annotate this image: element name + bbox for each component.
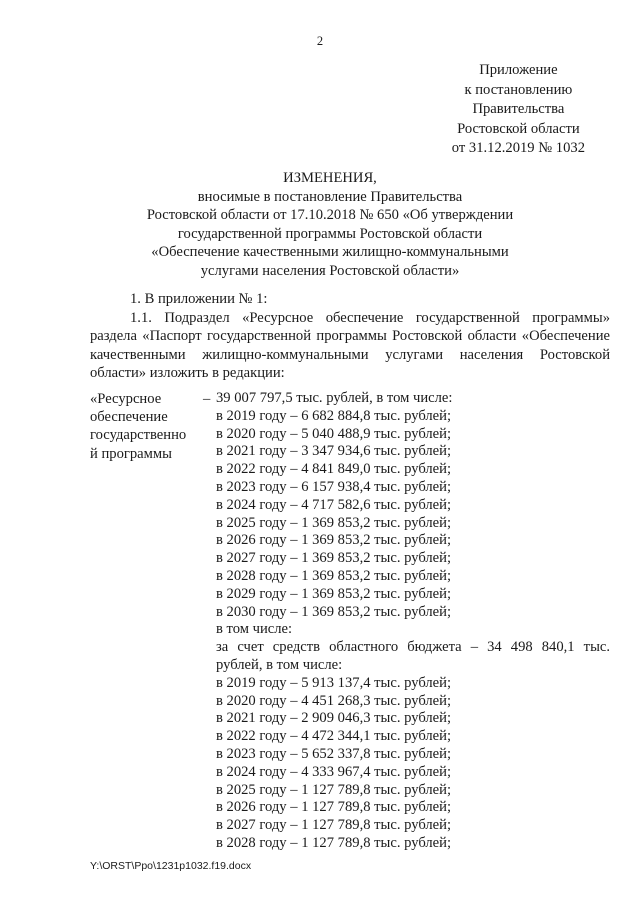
year-amount: в 2027 году – 1 369 853,2 тыс. рублей; [216,550,452,567]
year-amount: в 2023 году – 6 157 938,4 тыс. рублей; [216,478,452,495]
regional-budget-total: за счет средств областного бюджета – 34 498 840,1 тыс. [216,639,610,656]
appendix-line: Правительства [472,101,565,117]
regional-year-amount: в 2021 году – 2 909 046,3 тыс. рублей; [216,710,452,727]
title-line: вносимые в постановление Правительства [197,188,463,205]
resources-label-line: обеспечение [90,409,168,426]
year-amount: в 2026 году – 1 369 853,2 тыс. рублей; [216,532,452,549]
page-number: 2 [316,34,324,48]
resources-label-line: «Ресурсное [90,391,162,407]
appendix-header [452,61,585,159]
title-line: услугами населения Ростовской области» [200,262,460,279]
resources-label-line: й программы [90,445,172,462]
resources-dash: – [203,391,211,407]
year-amount: в 2029 году – 1 369 853,2 тыс. рублей; [216,585,452,602]
regional-year-amount: в 2027 году – 1 127 789,8 тыс. рублей; [216,817,452,834]
year-amount: в 2024 году – 4 717 582,6 тыс. рублей; [216,496,452,513]
resources-total: 39 007 797,5 тыс. рублей, в том числе: [216,390,453,406]
resources-label-line: государственно [90,427,187,444]
title-line: Ростовской области от 17.10.2018 № 650 «Об утверждении [146,207,514,224]
year-amount: в 2025 году – 1 369 853,2 тыс. рублей; [216,514,452,531]
resources-label [90,390,202,463]
title-line: государственной программы Ростовской области [177,225,483,242]
point-1: 1. В приложении № 1: [130,291,268,307]
appendix-line: Приложение [479,62,558,78]
subpoint-1-1: 1.1. Подраздел «Ресурсное обеспечение государственной программы» раздела «Паспорт государственной программы Ростовской области «Обеспечение качественными жилищно-коммунальными услугами населения Ростовской области» изложить в редакции: [90,310,610,381]
footer-file-path: Y:\ORST\Ppo\1231p1032.f19.docx [90,860,252,872]
year-amount: в 2030 году – 1 369 853,2 тыс. рублей; [216,603,452,620]
regional-year-amount: в 2019 году – 5 913 137,4 тыс. рублей; [216,674,452,691]
resources-values [216,390,610,853]
intro-section [90,290,610,382]
regional-year-amount: в 2022 году – 4 472 344,1 тыс. рублей; [216,728,452,745]
regional-year-amount: в 2025 году – 1 127 789,8 тыс. рублей; [216,781,452,798]
title-line: «Обеспечение качественными жилищно-коммунальными [151,244,509,261]
year-amount: в 2028 году – 1 369 853,2 тыс. рублей; [216,567,452,584]
regional-year-amount: в 2024 году – 4 333 967,4 тыс. рублей; [216,763,452,780]
year-amount: в 2022 году – 4 841 849,0 тыс. рублей; [216,461,452,478]
regional-year-amount: в 2020 году – 4 451 268,3 тыс. рублей; [216,692,452,709]
year-amount: в 2021 году – 3 347 934,6 тыс. рублей; [216,443,452,460]
year-amount: в 2020 году – 5 040 488,9 тыс. рублей; [216,425,452,442]
regional-year-amount: в 2023 году – 5 652 337,8 тыс. рублей; [216,745,452,762]
regional-budget-total-cont: рублей, в том числе: [216,656,343,673]
including-label: в том числе: [216,621,293,638]
year-amount: в 2019 году – 6 682 884,8 тыс. рублей; [216,407,452,424]
title-heading: ИЗМЕНЕНИЯ, [283,170,377,186]
appendix-line: от 31.12.2019 № 1032 [451,140,585,156]
regional-year-amount: в 2026 году – 1 127 789,8 тыс. рублей; [216,799,452,816]
appendix-line: к постановлению [464,81,573,98]
appendix-line: Ростовской области [457,120,580,137]
document-title [110,169,550,281]
regional-year-amount: в 2028 году – 1 127 789,8 тыс. рублей; [216,834,452,851]
